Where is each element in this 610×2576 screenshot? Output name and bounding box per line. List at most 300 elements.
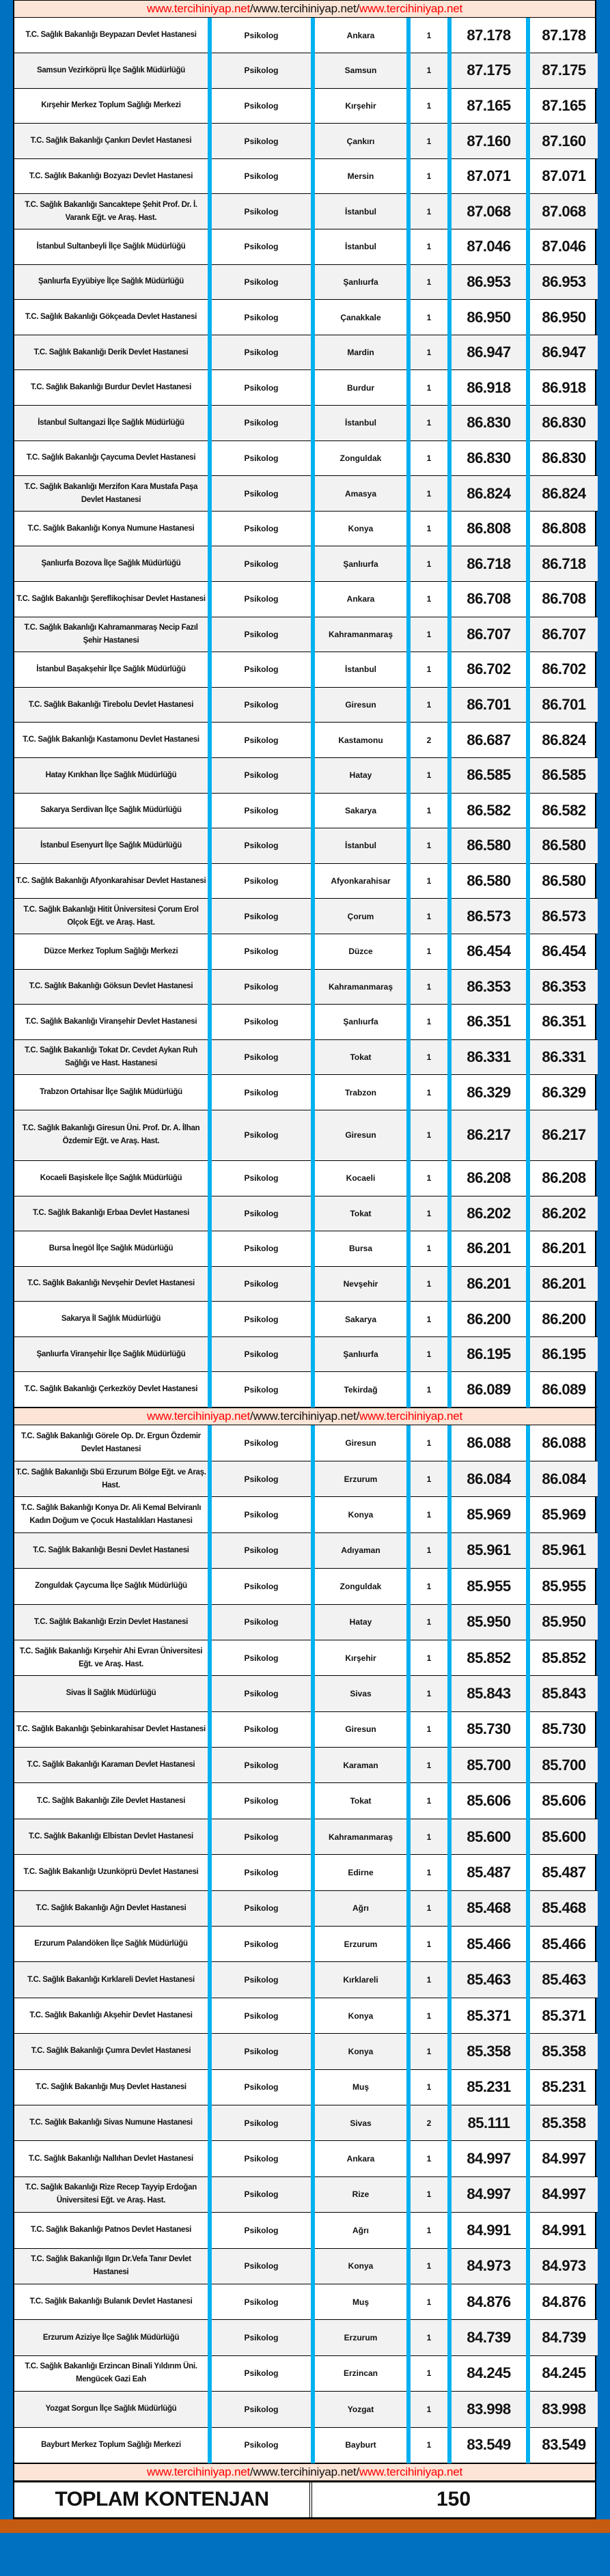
institution-cell: Kırşehir Merkez Toplum Sağlığı Merkezi bbox=[14, 88, 210, 124]
title-cell: Psikolog bbox=[210, 617, 313, 652]
min-score-cell: 85.969 bbox=[449, 1497, 528, 1532]
quota-cell: 1 bbox=[408, 793, 449, 828]
min-score-cell: 84.973 bbox=[449, 2248, 528, 2284]
title-cell: Psikolog bbox=[210, 335, 313, 370]
max-score-cell: 86.824 bbox=[528, 723, 598, 758]
title-cell: Psikolog bbox=[210, 2284, 313, 2319]
city-cell: Kahramanmaraş bbox=[313, 617, 408, 652]
site-link[interactable]: www.tercihiniyap.net bbox=[147, 2, 250, 15]
title-cell: Psikolog bbox=[210, 1998, 313, 2033]
table-row bbox=[14, 440, 598, 476]
max-score-cell: 86.580 bbox=[528, 828, 598, 864]
city-cell: Ağrı bbox=[313, 1890, 408, 1926]
min-score-cell: 85.843 bbox=[449, 1676, 528, 1711]
table-row bbox=[14, 194, 598, 229]
quota-cell: 1 bbox=[408, 1855, 449, 1890]
min-score-cell: 83.549 bbox=[449, 2427, 528, 2463]
min-score-cell: 86.195 bbox=[449, 1336, 528, 1372]
table-row bbox=[14, 1748, 598, 1783]
quota-cell: 1 bbox=[408, 2069, 449, 2105]
table-row bbox=[14, 934, 598, 969]
institution-cell: T.C. Sağlık Bakanlığı Sivas Numune Hastanesi bbox=[14, 2105, 210, 2140]
quota-cell: 1 bbox=[408, 229, 449, 265]
quota-cell: 1 bbox=[408, 2355, 449, 2391]
title-cell: Psikolog bbox=[210, 2248, 313, 2284]
min-score-cell: 85.358 bbox=[449, 2034, 528, 2069]
quota-cell: 1 bbox=[408, 2320, 449, 2355]
max-score-cell: 84.997 bbox=[528, 2176, 598, 2212]
city-cell: Şanlıurfa bbox=[313, 1005, 408, 1040]
site-link[interactable]: www.tercihiniyap.net bbox=[359, 2, 462, 15]
table-row bbox=[14, 863, 598, 899]
title-cell: Psikolog bbox=[210, 476, 313, 512]
institution-cell: T.C. Sağlık Bakanlığı Viranşehir Devlet Hastanesi bbox=[14, 1005, 210, 1040]
max-score-cell: 86.808 bbox=[528, 511, 598, 546]
institution-cell: T.C. Sağlık Bakanlığı Kırşehir Ahi Evran Üniversitesi Eğt. ve Araş. Hast. bbox=[14, 1640, 210, 1675]
title-cell: Psikolog bbox=[210, 1962, 313, 1998]
table-row bbox=[14, 1927, 598, 1962]
institution-cell: T.C. Sağlık Bakanlığı Kırklareli Devlet Hastanesi bbox=[14, 1962, 210, 1998]
city-cell: Giresun bbox=[313, 687, 408, 723]
city-cell: İstanbul bbox=[313, 229, 408, 265]
min-score-cell: 85.466 bbox=[449, 1927, 528, 1962]
table-row bbox=[14, 1819, 598, 1854]
quota-cell: 1 bbox=[408, 264, 449, 300]
title-cell: Psikolog bbox=[210, 1075, 313, 1110]
min-score-cell: 85.955 bbox=[449, 1569, 528, 1604]
max-score-cell: 84.245 bbox=[528, 2355, 598, 2391]
table-row bbox=[14, 1962, 598, 1998]
institution-cell: T.C. Sağlık Bakanlığı Konya Numune Hastanesi bbox=[14, 511, 210, 546]
title-cell: Psikolog bbox=[210, 1005, 313, 1040]
max-score-cell: 86.351 bbox=[528, 1005, 598, 1040]
institution-cell: Bayburt Merkez Toplum Sağlığı Merkezi bbox=[14, 2427, 210, 2463]
institution-cell: T.C. Sağlık Bakanlığı Patnos Devlet Hastanesi bbox=[14, 2213, 210, 2248]
quota-cell: 1 bbox=[408, 2248, 449, 2284]
city-cell: İstanbul bbox=[313, 652, 408, 688]
min-score-cell: 85.606 bbox=[449, 1783, 528, 1819]
table-row bbox=[14, 1196, 598, 1231]
min-score-cell: 85.463 bbox=[449, 1962, 528, 1998]
institution-cell: T.C. Sağlık Bakanlığı Ilgın Dr.Vefa Tanır Devlet Hastanesi bbox=[14, 2248, 210, 2284]
max-score-cell: 87.071 bbox=[528, 158, 598, 194]
title-cell: Psikolog bbox=[210, 440, 313, 476]
title-cell: Psikolog bbox=[210, 757, 313, 793]
site-link[interactable]: www.tercihiniyap.net bbox=[253, 2, 357, 15]
quota-cell: 1 bbox=[408, 1005, 449, 1040]
city-cell: İstanbul bbox=[313, 828, 408, 864]
city-cell: Kırşehir bbox=[313, 88, 408, 124]
min-score-cell: 86.582 bbox=[449, 793, 528, 828]
quota-cell: 1 bbox=[408, 899, 449, 934]
institution-cell: Samsun Vezirköprü İlçe Sağlık Müdürlüğü bbox=[14, 53, 210, 89]
min-score-cell: 86.953 bbox=[449, 264, 528, 300]
institution-cell: İstanbul Sultangazi İlçe Sağlık Müdürlüğü bbox=[14, 406, 210, 441]
institution-cell: T.C. Sağlık Bakanlığı Kastamonu Devlet Hastanesi bbox=[14, 723, 210, 758]
max-score-cell: 86.824 bbox=[528, 476, 598, 512]
max-score-cell: 86.573 bbox=[528, 899, 598, 934]
institution-cell: T.C. Sağlık Bakanlığı Besni Devlet Hastanesi bbox=[14, 1532, 210, 1568]
institution-cell: Erzurum Aziziye İlçe Sağlık Müdürlüğü bbox=[14, 2320, 210, 2355]
table-row bbox=[14, 1039, 598, 1075]
city-cell: Ankara bbox=[313, 582, 408, 617]
city-cell: Muş bbox=[313, 2284, 408, 2319]
min-score-cell: 84.991 bbox=[449, 2213, 528, 2248]
quota-cell: 1 bbox=[408, 1819, 449, 1854]
title-cell: Psikolog bbox=[210, 1425, 313, 1461]
title-cell: Psikolog bbox=[210, 264, 313, 300]
table-row bbox=[14, 1336, 598, 1372]
min-score-cell: 86.089 bbox=[449, 1372, 528, 1408]
title-cell: Psikolog bbox=[210, 1461, 313, 1496]
title-cell: Psikolog bbox=[210, 1372, 313, 1408]
min-score-cell: 86.687 bbox=[449, 723, 528, 758]
title-cell: Psikolog bbox=[210, 899, 313, 934]
title-cell: Psikolog bbox=[210, 124, 313, 159]
institution-cell: Trabzon Ortahisar İlçe Sağlık Müdürlüğü bbox=[14, 1075, 210, 1110]
quota-cell: 1 bbox=[408, 335, 449, 370]
quota-cell: 1 bbox=[408, 2392, 449, 2427]
institution-cell: Erzurum Palandöken İlçe Sağlık Müdürlüğü bbox=[14, 1927, 210, 1962]
institution-cell: T.C. Sağlık Bakanlığı Erbaa Devlet Hastanesi bbox=[14, 1196, 210, 1231]
title-cell: Psikolog bbox=[210, 1640, 313, 1675]
max-score-cell: 87.046 bbox=[528, 229, 598, 265]
quota-cell: 1 bbox=[408, 53, 449, 89]
title-cell: Psikolog bbox=[210, 723, 313, 758]
institution-cell: T.C. Sağlık Bakanlığı Ağrı Devlet Hastanesi bbox=[14, 1890, 210, 1926]
table-row bbox=[14, 652, 598, 688]
quota-cell: 1 bbox=[408, 18, 449, 53]
total-quota-row bbox=[14, 2481, 595, 2519]
quota-cell: 1 bbox=[408, 1425, 449, 1461]
title-cell: Psikolog bbox=[210, 1569, 313, 1604]
min-score-cell: 84.997 bbox=[449, 2176, 528, 2212]
city-cell: Giresun bbox=[313, 1110, 408, 1160]
city-cell: Yozgat bbox=[313, 2392, 408, 2427]
institution-cell: T.C. Sağlık Bakanlığı Nevşehir Devlet Hastanesi bbox=[14, 1266, 210, 1302]
quota-cell: 1 bbox=[408, 476, 449, 512]
city-cell: Şanlıurfa bbox=[313, 264, 408, 300]
min-score-cell: 86.084 bbox=[449, 1461, 528, 1496]
table-row bbox=[14, 582, 598, 617]
min-score-cell: 86.353 bbox=[449, 969, 528, 1005]
max-score-cell: 85.700 bbox=[528, 1748, 598, 1783]
institution-cell: T.C. Sağlık Bakanlığı Uzunköprü Devlet Hastanesi bbox=[14, 1855, 210, 1890]
institution-cell: Bursa İnegöl İlçe Sağlık Müdürlüğü bbox=[14, 1231, 210, 1267]
city-cell: Çanakkale bbox=[313, 300, 408, 335]
institution-cell: T.C. Sağlık Bakanlığı Nallıhan Devlet Hastanesi bbox=[14, 2141, 210, 2176]
max-score-cell: 85.463 bbox=[528, 1962, 598, 1998]
city-cell: Hatay bbox=[313, 1604, 408, 1640]
quota-cell: 1 bbox=[408, 1039, 449, 1075]
min-score-cell: 86.824 bbox=[449, 476, 528, 512]
max-score-cell: 85.852 bbox=[528, 1640, 598, 1675]
quota-cell: 1 bbox=[408, 1569, 449, 1604]
max-score-cell: 86.701 bbox=[528, 687, 598, 723]
title-cell: Psikolog bbox=[210, 1676, 313, 1711]
city-cell: Kırklareli bbox=[313, 1962, 408, 1998]
city-cell: Tokat bbox=[313, 1039, 408, 1075]
table-row bbox=[14, 1676, 598, 1711]
min-score-cell: 86.580 bbox=[449, 828, 528, 864]
institution-cell: T.C. Sağlık Bakanlığı Erzincan Binali Yıldırım Üni. Mengücek Gazi Eah bbox=[14, 2355, 210, 2391]
institution-cell: T.C. Sağlık Bakanlığı Muş Devlet Hastanesi bbox=[14, 2069, 210, 2105]
city-cell: Çorum bbox=[313, 899, 408, 934]
city-cell: Sakarya bbox=[313, 1302, 408, 1337]
quota-cell: 2 bbox=[408, 2105, 449, 2140]
institution-cell: T.C. Sağlık Bakanlığı Hitit Üniversitesi Çorum Erol Olçok Eğt. ve Araş. Hast. bbox=[14, 899, 210, 934]
title-cell: Psikolog bbox=[210, 2320, 313, 2355]
quota-cell: 1 bbox=[408, 1748, 449, 1783]
table-row bbox=[14, 2176, 598, 2212]
quota-cell: 1 bbox=[408, 1890, 449, 1926]
title-cell: Psikolog bbox=[210, 2355, 313, 2391]
city-cell: Tokat bbox=[313, 1196, 408, 1231]
institution-cell: T.C. Sağlık Bakanlığı Çaycuma Devlet Hastanesi bbox=[14, 440, 210, 476]
institution-cell: T.C. Sağlık Bakanlığı Burdur Devlet Hastanesi bbox=[14, 370, 210, 406]
max-score-cell: 86.200 bbox=[528, 1302, 598, 1337]
min-score-cell: 85.730 bbox=[449, 1711, 528, 1747]
quota-cell: 1 bbox=[408, 1461, 449, 1496]
city-cell: Mardin bbox=[313, 335, 408, 370]
quota-cell: 1 bbox=[408, 687, 449, 723]
city-cell: Erzincan bbox=[313, 2355, 408, 2391]
max-score-cell: 83.549 bbox=[528, 2427, 598, 2463]
city-cell: Adıyaman bbox=[313, 1532, 408, 1568]
city-cell: Nevşehir bbox=[313, 1266, 408, 1302]
title-cell: Psikolog bbox=[210, 1302, 313, 1337]
city-cell: Bayburt bbox=[313, 2427, 408, 2463]
city-cell: Ankara bbox=[313, 18, 408, 53]
max-score-cell: 85.730 bbox=[528, 1711, 598, 1747]
title-cell: Psikolog bbox=[210, 1160, 313, 1196]
title-cell: Psikolog bbox=[210, 1532, 313, 1568]
max-score-cell: 86.830 bbox=[528, 440, 598, 476]
max-score-cell: 86.585 bbox=[528, 757, 598, 793]
min-score-cell: 86.708 bbox=[449, 582, 528, 617]
institution-cell: İstanbul Esenyurt İlçe Sağlık Müdürlüğü bbox=[14, 828, 210, 864]
institution-cell: Zonguldak Çaycuma İlçe Sağlık Müdürlüğü bbox=[14, 1569, 210, 1604]
table-row bbox=[14, 406, 598, 441]
min-score-cell: 86.454 bbox=[449, 934, 528, 969]
min-score-cell: 85.961 bbox=[449, 1532, 528, 1568]
max-score-cell: 86.580 bbox=[528, 863, 598, 899]
table-row bbox=[14, 53, 598, 89]
table-row bbox=[14, 2392, 598, 2427]
max-score-cell: 85.843 bbox=[528, 1676, 598, 1711]
max-score-cell: 86.208 bbox=[528, 1160, 598, 1196]
table-row bbox=[14, 124, 598, 159]
quota-cell: 1 bbox=[408, 969, 449, 1005]
institution-cell: T.C. Sağlık Bakanlığı Bozyazı Devlet Hastanesi bbox=[14, 158, 210, 194]
min-score-cell: 86.947 bbox=[449, 335, 528, 370]
city-cell: Kahramanmaraş bbox=[313, 969, 408, 1005]
table-row bbox=[14, 546, 598, 582]
site-link[interactable]: www.tercihiniyap.net bbox=[359, 2465, 462, 2478]
table-row bbox=[14, 687, 598, 723]
quota-cell: 1 bbox=[408, 863, 449, 899]
table-row bbox=[14, 1783, 598, 1819]
table-row bbox=[14, 1005, 598, 1040]
site-link[interactable]: www.tercihiniyap.net bbox=[253, 2465, 357, 2478]
city-cell: Konya bbox=[313, 2248, 408, 2284]
max-score-cell: 87.068 bbox=[528, 194, 598, 229]
city-cell: Muş bbox=[313, 2069, 408, 2105]
max-score-cell: 85.358 bbox=[528, 2105, 598, 2140]
title-cell: Psikolog bbox=[210, 1497, 313, 1532]
institution-cell: Şanlıurfa Eyyübiye İlçe Sağlık Müdürlüğü bbox=[14, 264, 210, 300]
title-cell: Psikolog bbox=[210, 793, 313, 828]
min-score-cell: 86.573 bbox=[449, 899, 528, 934]
max-score-cell: 86.718 bbox=[528, 546, 598, 582]
quota-cell: 1 bbox=[408, 934, 449, 969]
institution-cell: T.C. Sağlık Bakanlığı Zile Devlet Hastanesi bbox=[14, 1783, 210, 1819]
institution-cell: Yozgat Sorgun İlçe Sağlık Müdürlüğü bbox=[14, 2392, 210, 2427]
table-row bbox=[14, 2427, 598, 2463]
city-cell: Mersin bbox=[313, 158, 408, 194]
table-row bbox=[14, 1569, 598, 1604]
min-score-cell: 87.160 bbox=[449, 124, 528, 159]
city-cell: Hatay bbox=[313, 757, 408, 793]
table-row bbox=[14, 1075, 598, 1110]
min-score-cell: 87.068 bbox=[449, 194, 528, 229]
site-link[interactable]: www.tercihiniyap.net bbox=[147, 1410, 250, 1423]
table-row bbox=[14, 1497, 598, 1532]
quota-cell: 1 bbox=[408, 1676, 449, 1711]
quota-cell: 1 bbox=[408, 1640, 449, 1675]
max-score-cell: 86.195 bbox=[528, 1336, 598, 1372]
city-cell: Zonguldak bbox=[313, 440, 408, 476]
institution-cell: T.C. Sağlık Bakanlığı Göksun Devlet Hastanesi bbox=[14, 969, 210, 1005]
max-score-cell: 83.998 bbox=[528, 2392, 598, 2427]
quota-cell: 1 bbox=[408, 406, 449, 441]
table-row bbox=[14, 1372, 598, 1408]
table-row bbox=[14, 1302, 598, 1337]
max-score-cell: 86.084 bbox=[528, 1461, 598, 1496]
table-row bbox=[14, 969, 598, 1005]
min-score-cell: 85.950 bbox=[449, 1604, 528, 1640]
table-row bbox=[14, 511, 598, 546]
site-link[interactable]: www.tercihiniyap.net bbox=[359, 1410, 462, 1423]
title-cell: Psikolog bbox=[210, 194, 313, 229]
table-row bbox=[14, 2284, 598, 2319]
max-score-cell: 86.353 bbox=[528, 969, 598, 1005]
min-score-cell: 86.329 bbox=[449, 1075, 528, 1110]
table-row bbox=[14, 229, 598, 265]
table-row bbox=[14, 264, 598, 300]
table-row bbox=[14, 1711, 598, 1747]
min-score-cell: 86.217 bbox=[449, 1110, 528, 1160]
title-cell: Psikolog bbox=[210, 2213, 313, 2248]
institution-cell: Sakarya İl Sağlık Müdürlüğü bbox=[14, 1302, 210, 1337]
quota-cell: 1 bbox=[408, 1075, 449, 1110]
site-link[interactable]: www.tercihiniyap.net bbox=[147, 2465, 250, 2478]
quota-cell: 1 bbox=[408, 1783, 449, 1819]
site-link[interactable]: www.tercihiniyap.net bbox=[253, 1410, 357, 1423]
quota-cell: 1 bbox=[408, 1998, 449, 2033]
city-cell: Trabzon bbox=[313, 1075, 408, 1110]
table-row bbox=[14, 158, 598, 194]
min-score-cell: 85.852 bbox=[449, 1640, 528, 1675]
max-score-cell: 86.918 bbox=[528, 370, 598, 406]
institution-cell: T.C. Sağlık Bakanlığı Giresun Üni. Prof. Dr. A. İlhan Özdemir Eğt. ve Araş. Hast. bbox=[14, 1110, 210, 1160]
table-row bbox=[14, 1160, 598, 1196]
title-cell: Psikolog bbox=[210, 1039, 313, 1075]
city-cell: Giresun bbox=[313, 1425, 408, 1461]
min-score-cell: 86.808 bbox=[449, 511, 528, 546]
min-score-cell: 87.165 bbox=[449, 88, 528, 124]
quota-cell: 1 bbox=[408, 300, 449, 335]
table-row bbox=[14, 2355, 598, 2391]
quota-cell: 1 bbox=[408, 124, 449, 159]
title-cell: Psikolog bbox=[210, 511, 313, 546]
max-score-cell: 85.969 bbox=[528, 1497, 598, 1532]
min-score-cell: 86.702 bbox=[449, 652, 528, 688]
table-row bbox=[14, 723, 598, 758]
title-cell: Psikolog bbox=[210, 582, 313, 617]
quota-cell: 1 bbox=[408, 88, 449, 124]
quota-cell: 1 bbox=[408, 1711, 449, 1747]
table-row bbox=[14, 1231, 598, 1267]
max-score-cell: 85.231 bbox=[528, 2069, 598, 2105]
institution-cell: Şanlıurfa Bozova İlçe Sağlık Müdürlüğü bbox=[14, 546, 210, 582]
quota-cell: 1 bbox=[408, 1927, 449, 1962]
table-row bbox=[14, 1425, 598, 1461]
table-row bbox=[14, 2141, 598, 2176]
title-cell: Psikolog bbox=[210, 2392, 313, 2427]
city-cell: Kastamonu bbox=[313, 723, 408, 758]
max-score-cell: 87.178 bbox=[528, 18, 598, 53]
title-cell: Psikolog bbox=[210, 158, 313, 194]
institution-cell: T.C. Sağlık Bakanlığı Elbistan Devlet Hastanesi bbox=[14, 1819, 210, 1854]
quota-cell: 1 bbox=[408, 546, 449, 582]
table-row bbox=[14, 1890, 598, 1926]
max-score-cell: 85.487 bbox=[528, 1855, 598, 1890]
institution-cell: T.C. Sağlık Bakanlığı Akşehir Devlet Hastanesi bbox=[14, 1998, 210, 2033]
title-cell: Psikolog bbox=[210, 687, 313, 723]
quota-cell: 1 bbox=[408, 1110, 449, 1160]
quota-cell: 1 bbox=[408, 1497, 449, 1532]
max-score-cell: 85.950 bbox=[528, 1604, 598, 1640]
quota-cell: 1 bbox=[408, 652, 449, 688]
city-cell: Düzce bbox=[313, 934, 408, 969]
institution-cell: İstanbul Başakşehir İlçe Sağlık Müdürlüğü bbox=[14, 652, 210, 688]
title-cell: Psikolog bbox=[210, 1110, 313, 1160]
institution-cell: T.C. Sağlık Bakanlığı Sbü Erzurum Bölge Eğt. ve Araş. Hast. bbox=[14, 1461, 210, 1496]
institution-cell: T.C. Sağlık Bakanlığı Çankırı Devlet Hastanesi bbox=[14, 124, 210, 159]
max-score-cell: 86.702 bbox=[528, 652, 598, 688]
max-score-cell: 85.468 bbox=[528, 1890, 598, 1926]
min-score-cell: 86.331 bbox=[449, 1039, 528, 1075]
institution-cell: Sakarya Serdivan İlçe Sağlık Müdürlüğü bbox=[14, 793, 210, 828]
table-row bbox=[14, 2213, 598, 2248]
city-cell: İstanbul bbox=[313, 194, 408, 229]
table-row bbox=[14, 300, 598, 335]
title-cell: Psikolog bbox=[210, 1927, 313, 1962]
title-cell: Psikolog bbox=[210, 2141, 313, 2176]
institution-cell: T.C. Sağlık Bakanlığı Karaman Devlet Hastanesi bbox=[14, 1748, 210, 1783]
institution-cell: T.C. Sağlık Bakanlığı Görele Op. Dr. Ergun Özdemir Devlet Hastanesi bbox=[14, 1425, 210, 1461]
max-score-cell: 84.991 bbox=[528, 2213, 598, 2248]
max-score-cell: 86.953 bbox=[528, 264, 598, 300]
city-cell: Konya bbox=[313, 1998, 408, 2033]
city-cell: Çankırı bbox=[313, 124, 408, 159]
min-score-cell: 86.707 bbox=[449, 617, 528, 652]
institution-cell: T.C. Sağlık Bakanlığı Rize Recep Tayyip Erdoğan Üniversitesi Eğt. ve Araş. Hast. bbox=[14, 2176, 210, 2212]
site-banner-bottom: www.tercihiniyap.net / www.tercihiniyap.net / www.tercihiniyap.net bbox=[14, 2463, 595, 2481]
table-row bbox=[14, 1998, 598, 2033]
title-cell: Psikolog bbox=[210, 828, 313, 864]
